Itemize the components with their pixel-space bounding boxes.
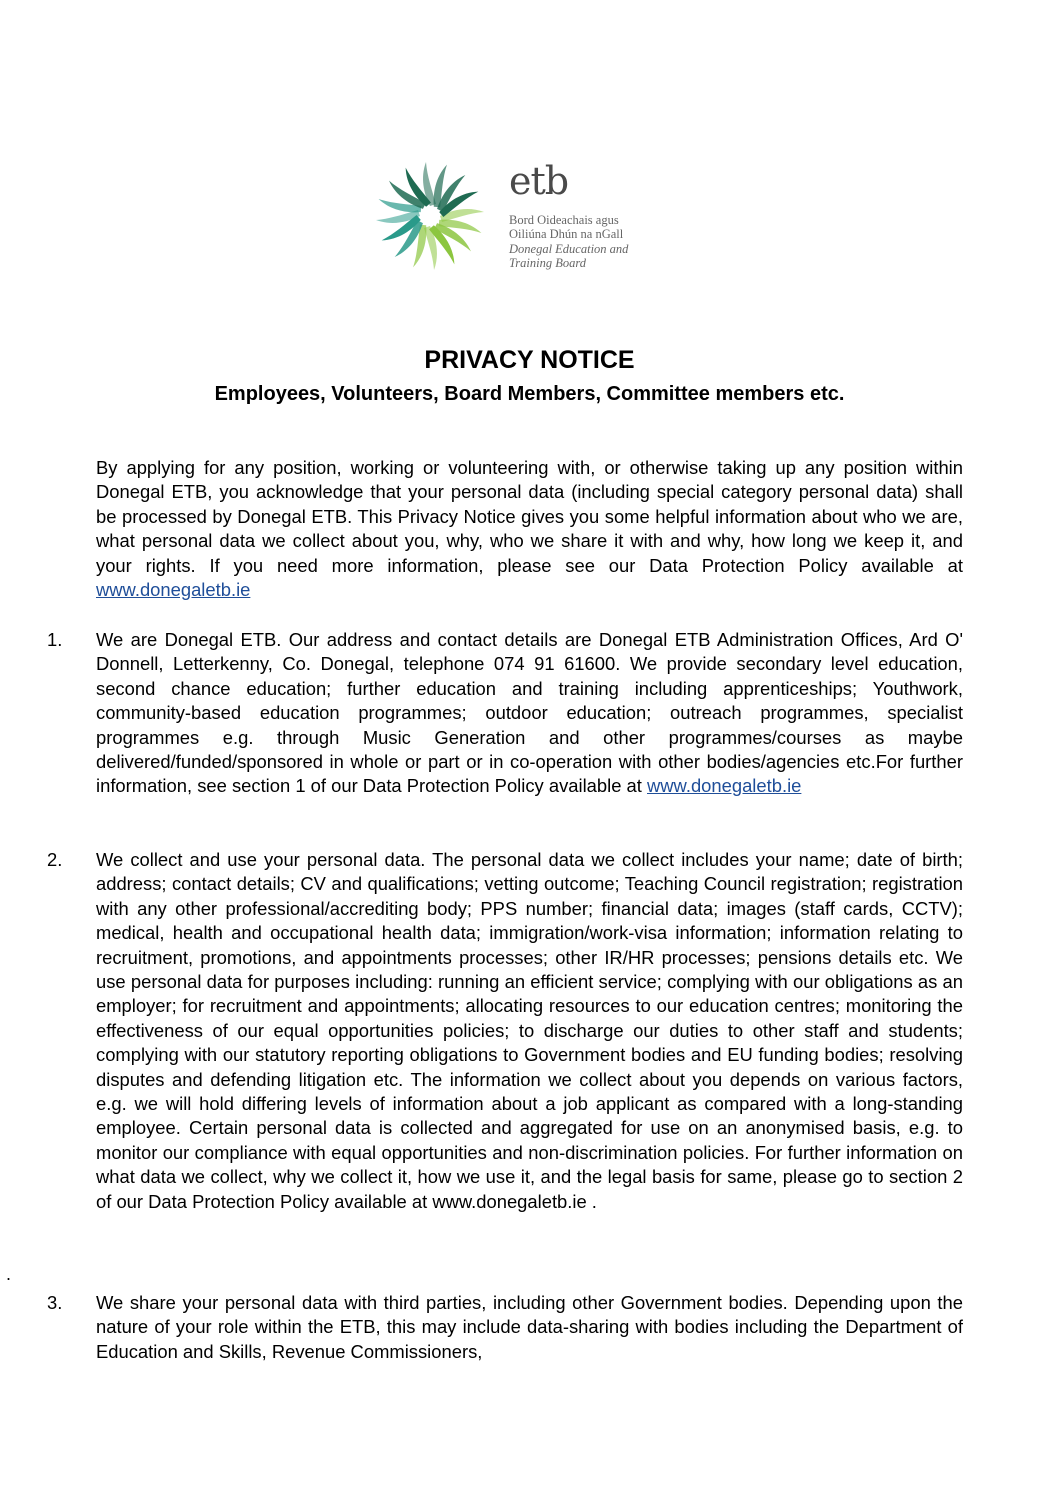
document-title: PRIVACY NOTICE <box>424 346 635 374</box>
intro-text: By applying for any position, working or volunteering with, or otherwise taking up any position within Donegal ETB, you acknowledge that your personal data (including special category personal data) shall be processed by Donegal ETB. This Privacy Notice gives you some helpful information about who we are, what personal data we collect about you, why, who we share it with and why, how long we keep it, and your rights. If you need more information, please see our Data Protection Policy available at <box>96 457 963 576</box>
section-2-paragraph: We collect and use your personal data. The personal data we collect includes your name; date of birth; address; contact details; CV and qualifications; vetting outcome; Teaching Council registration; registration with any other professional/accrediting body; PPS number; financial data; images (staff cards, CCTV); medical, health and occupational health data; immigration/work-visa information; information relating to recruitment, promotions, and appointments processes; other IR/HR processes; pensions details etc. We use personal data for purposes including: running an efficient service; complying with our obligations as an employer; for recruitment and appointments; allocating resources to our education centres; monitoring the effectiveness of our equal opportunities policies; to discharge our duties to other staff and students; complying with our statutory reporting obligations to Government bodies and EU funding bodies; resolving disputes and defending litigation etc. The information we collect about you depends on various factors, e.g. we will hold differing levels of information about a job applicant as compared with a long-standing employee. Certain personal data is collected and aggregated for use on an anonymised basis, e.g. to monitor our compliance with equal opportunities and non-discrimination policies. For further information on what data we collect, why we collect it, how we use it, and the legal basis for same, please go to section 2 of our Data Protection Policy available at www.donegaletb.ie . <box>96 849 963 1212</box>
section-2-number: 2. <box>47 849 63 870</box>
section-1-number: 1. <box>47 629 63 650</box>
logo-wordmark: etb <box>509 159 569 203</box>
logo-english-line-2: Training Board <box>509 256 586 270</box>
intro-paragraph <box>96 456 963 602</box>
section-3-paragraph: We share your personal data with third parties, including other Government bodies. Depending upon the nature of your role within the ETB, this may include data-sharing with bodies including the Department of Education and Skills, Revenue Commissioners, <box>96 1292 963 1362</box>
logo-irish-line-1: Bord Oideachais agus <box>509 213 619 227</box>
logo-text-block <box>509 156 639 276</box>
logo-irish-line-2: Oiliúna Dhún na nGall <box>509 227 624 241</box>
section-1-text: We are Donegal ETB. Our address and contact details are Donegal ETB Administration Offices, Ard O' Donnell, Letterkenny, Co. Donegal, telephone 074 91 61600. We provide secondary level education, second chance education; further education and training including apprenticeships; Youthwork, community-based education programmes; outdoor education; outreach programmes, specialist programmes e.g. through Music Generation and other programmes/courses as maybe delivered/funded/sponsored in whole or part or in co-operation with other bodies/agencies etc.For further information, see section 1 of our Data Protection Policy available at <box>96 629 963 797</box>
section-1-website-link[interactable]: www.donegaletb.ie <box>647 775 802 797</box>
intro-website-link[interactable]: www.donegaletb.ie <box>96 579 251 601</box>
etb-logo <box>366 156 636 276</box>
logo-english-line-1: Donegal Education and <box>509 242 629 256</box>
section-1-paragraph <box>96 628 963 799</box>
section-3-number: 3. <box>47 1292 63 1313</box>
swirl-logo-icon <box>366 156 494 276</box>
stray-mark: . <box>6 1264 12 1284</box>
document-subtitle: Employees, Volunteers, Board Members, Committee members etc. <box>214 383 845 405</box>
